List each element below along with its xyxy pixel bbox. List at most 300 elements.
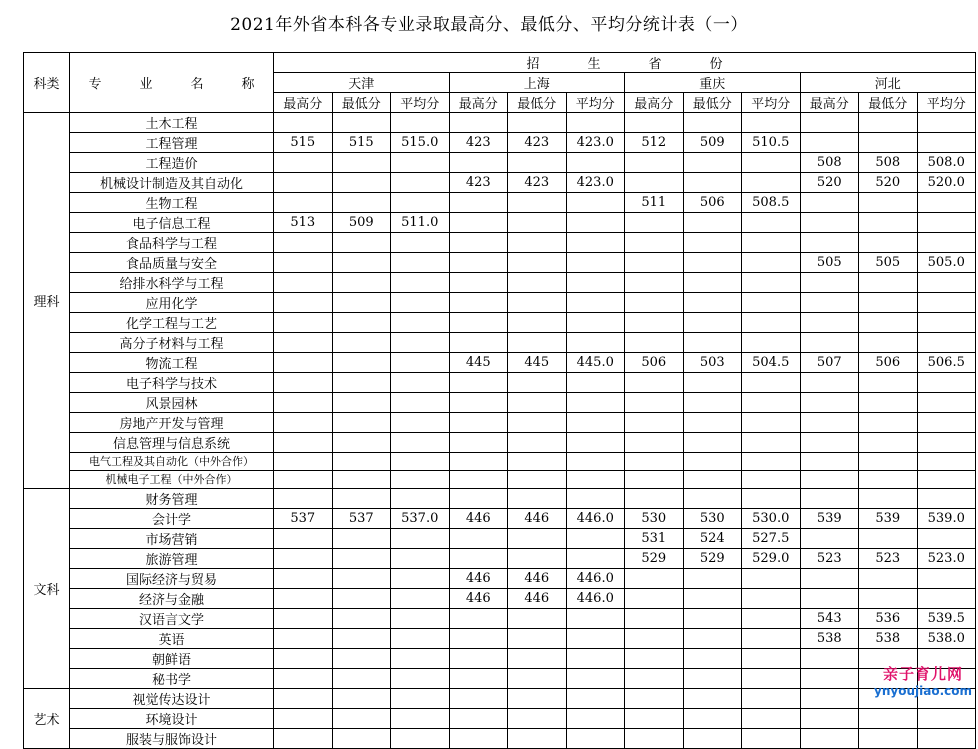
- score-cell: 504.5: [742, 353, 801, 373]
- score-cell: [566, 273, 625, 293]
- score-cell: [449, 113, 508, 133]
- score-cell: [391, 293, 450, 313]
- major-name-cell: 市场营销: [70, 528, 274, 548]
- score-cell: 527.5: [742, 528, 801, 548]
- score-cell: [742, 413, 801, 433]
- score-cell: [800, 668, 859, 688]
- major-name-char: 称: [241, 77, 255, 92]
- score-cell: 505.0: [917, 253, 976, 273]
- score-cell: [917, 213, 976, 233]
- score-cell: [800, 708, 859, 728]
- score-cell: [391, 708, 450, 728]
- score-cell: [449, 233, 508, 253]
- score-cell: [859, 233, 918, 253]
- score-cell: 445.0: [566, 353, 625, 373]
- score-cell: [508, 488, 567, 508]
- score-cell: [391, 113, 450, 133]
- score-cell: [391, 253, 450, 273]
- score-cell: [917, 293, 976, 313]
- table-row: [24, 173, 976, 193]
- score-cell: [449, 728, 508, 748]
- score-cell: [274, 688, 333, 708]
- score-cell: [859, 588, 918, 608]
- major-name-cell: 国际经济与贸易: [70, 568, 274, 588]
- score-cell: 543: [800, 608, 859, 628]
- score-cell: [800, 393, 859, 413]
- score-cell: [508, 528, 567, 548]
- score-cell: [742, 433, 801, 453]
- score-cell: [274, 628, 333, 648]
- score-cell: [391, 153, 450, 173]
- score-cell: [508, 453, 567, 471]
- score-cell: [566, 453, 625, 471]
- score-cell: 523.0: [917, 548, 976, 568]
- category-cell: 文科: [24, 488, 70, 688]
- score-cell: [274, 293, 333, 313]
- score-cell: [274, 568, 333, 588]
- score-cell: [391, 668, 450, 688]
- score-column-header: 最高分: [449, 93, 508, 113]
- score-cell: [449, 548, 508, 568]
- score-cell: [917, 470, 976, 488]
- score-cell: 538: [859, 628, 918, 648]
- table-row: [24, 113, 976, 133]
- score-cell: [508, 253, 567, 273]
- score-cell: 446: [508, 508, 567, 528]
- province-header: 上海: [449, 73, 625, 93]
- score-cell: [683, 728, 742, 748]
- score-cell: [274, 488, 333, 508]
- score-cell: 508: [859, 153, 918, 173]
- score-cell: [917, 333, 976, 353]
- score-cell: [625, 628, 684, 648]
- score-cell: [859, 470, 918, 488]
- score-cell: 520: [859, 173, 918, 193]
- score-cell: [917, 273, 976, 293]
- score-cell: [391, 433, 450, 453]
- score-cell: [449, 668, 508, 688]
- score-cell: [449, 213, 508, 233]
- score-cell: [332, 233, 391, 253]
- table-row: [24, 648, 976, 668]
- major-name-cell: 电气工程及其自动化（中外合作）: [70, 453, 274, 471]
- province-header: 河北: [800, 73, 976, 93]
- score-cell: [742, 470, 801, 488]
- score-cell: [683, 293, 742, 313]
- score-cell: [625, 413, 684, 433]
- province-group-char: 招: [526, 57, 540, 72]
- table-row: [24, 273, 976, 293]
- score-cell: [566, 373, 625, 393]
- score-cell: [449, 333, 508, 353]
- major-name-cell: 英语: [70, 628, 274, 648]
- major-name-cell: 财务管理: [70, 488, 274, 508]
- score-cell: 537: [332, 508, 391, 528]
- table-row: [24, 688, 976, 708]
- score-cell: [800, 233, 859, 253]
- score-cell: [683, 708, 742, 728]
- score-cell: [274, 233, 333, 253]
- score-cell: [566, 293, 625, 313]
- score-cell: [683, 470, 742, 488]
- score-cell: [859, 568, 918, 588]
- score-cell: 539: [859, 508, 918, 528]
- score-cell: 523: [800, 548, 859, 568]
- score-cell: 538.0: [917, 628, 976, 648]
- score-cell: [274, 588, 333, 608]
- score-cell: 446: [508, 568, 567, 588]
- score-cell: [566, 628, 625, 648]
- score-cell: [274, 193, 333, 213]
- major-name-cell: 经济与金融: [70, 588, 274, 608]
- score-cell: [449, 253, 508, 273]
- score-cell: [274, 153, 333, 173]
- score-cell: [508, 333, 567, 353]
- score-cell: [800, 213, 859, 233]
- score-cell: [859, 708, 918, 728]
- score-cell: [332, 470, 391, 488]
- major-name-cell: 应用化学: [70, 293, 274, 313]
- score-cell: [508, 628, 567, 648]
- province-group-char: 份: [709, 57, 723, 72]
- score-cell: [566, 193, 625, 213]
- score-cell: [742, 608, 801, 628]
- score-cell: [391, 628, 450, 648]
- score-cell: 506.5: [917, 353, 976, 373]
- table-row: [24, 453, 976, 471]
- score-cell: [625, 608, 684, 628]
- score-cell: [625, 568, 684, 588]
- score-cell: 505: [859, 253, 918, 273]
- score-cell: [449, 273, 508, 293]
- score-cell: [742, 488, 801, 508]
- score-cell: [508, 373, 567, 393]
- score-cell: [625, 373, 684, 393]
- score-cell: [917, 193, 976, 213]
- table-row: [24, 508, 976, 528]
- score-cell: [800, 373, 859, 393]
- score-cell: 513: [274, 213, 333, 233]
- score-cell: 537: [274, 508, 333, 528]
- table-row: [24, 133, 976, 153]
- score-cell: [391, 470, 450, 488]
- score-cell: 515: [274, 133, 333, 153]
- major-name-cell: 环境设计: [70, 708, 274, 728]
- table-row: [24, 213, 976, 233]
- score-cell: 503: [683, 353, 742, 373]
- table-row: [24, 528, 976, 548]
- major-name-cell: 视觉传达设计: [70, 688, 274, 708]
- score-cell: [859, 193, 918, 213]
- score-cell: [683, 313, 742, 333]
- score-cell: [274, 173, 333, 193]
- table-row: [24, 728, 976, 748]
- score-cell: [800, 728, 859, 748]
- score-cell: [800, 413, 859, 433]
- score-cell: [508, 233, 567, 253]
- score-cell: [508, 213, 567, 233]
- score-cell: [917, 433, 976, 453]
- score-cell: [508, 470, 567, 488]
- score-cell: 506: [625, 353, 684, 373]
- score-cell: [566, 488, 625, 508]
- score-cell: [683, 688, 742, 708]
- score-cell: [800, 113, 859, 133]
- page-title: 2021年外省本科各专业录取最高分、最低分、平均分统计表（一）: [230, 15, 748, 35]
- score-column-header: 最高分: [800, 93, 859, 113]
- score-cell: [625, 453, 684, 471]
- score-cell: 511: [625, 193, 684, 213]
- score-cell: [508, 608, 567, 628]
- score-cell: [917, 113, 976, 133]
- score-cell: [332, 173, 391, 193]
- score-cell: [742, 373, 801, 393]
- score-cell: [332, 548, 391, 568]
- major-name-cell: 给排水科学与工程: [70, 273, 274, 293]
- score-cell: [449, 393, 508, 413]
- score-cell: [508, 293, 567, 313]
- score-cell: 530: [625, 508, 684, 528]
- score-cell: [449, 293, 508, 313]
- table-body: [24, 113, 976, 749]
- score-cell: [508, 153, 567, 173]
- score-cell: [742, 253, 801, 273]
- score-cell: [800, 333, 859, 353]
- score-cell: [391, 193, 450, 213]
- score-cell: [859, 213, 918, 233]
- score-cell: [332, 488, 391, 508]
- score-cell: [625, 173, 684, 193]
- score-cell: 508.0: [917, 153, 976, 173]
- score-cell: [800, 433, 859, 453]
- score-cell: [683, 588, 742, 608]
- score-column-header: 最低分: [859, 93, 918, 113]
- table-row: [24, 608, 976, 628]
- score-cell: [800, 193, 859, 213]
- score-cell: [508, 413, 567, 433]
- score-cell: [332, 153, 391, 173]
- score-cell: 510.5: [742, 133, 801, 153]
- score-cell: [800, 648, 859, 668]
- score-cell: 530.0: [742, 508, 801, 528]
- score-cell: [332, 313, 391, 333]
- score-cell: [917, 393, 976, 413]
- score-cell: 539.0: [917, 508, 976, 528]
- score-cell: [566, 213, 625, 233]
- score-cell: 508: [800, 153, 859, 173]
- score-cell: [683, 153, 742, 173]
- score-cell: 529.0: [742, 548, 801, 568]
- major-name-cell: 土木工程: [70, 113, 274, 133]
- score-cell: [566, 313, 625, 333]
- score-cell: [508, 668, 567, 688]
- major-name-cell: 化学工程与工艺: [70, 313, 274, 333]
- score-cell: 445: [508, 353, 567, 373]
- major-name-char: 专: [88, 77, 102, 92]
- major-name-cell: 秘书学: [70, 668, 274, 688]
- score-cell: [391, 373, 450, 393]
- score-cell: 524: [683, 528, 742, 548]
- score-cell: 446: [449, 568, 508, 588]
- score-cell: 446.0: [566, 588, 625, 608]
- score-cell: [449, 153, 508, 173]
- score-cell: 446.0: [566, 508, 625, 528]
- score-cell: [566, 668, 625, 688]
- score-cell: [859, 488, 918, 508]
- score-cell: [566, 688, 625, 708]
- score-column-header: 最低分: [332, 93, 391, 113]
- score-cell: [332, 353, 391, 373]
- score-cell: [332, 628, 391, 648]
- score-cell: [391, 648, 450, 668]
- score-cell: [449, 648, 508, 668]
- table-row: [24, 588, 976, 608]
- score-cell: [449, 433, 508, 453]
- score-cell: [625, 313, 684, 333]
- score-cell: [391, 273, 450, 293]
- watermark-line1: 亲子育儿网: [883, 665, 964, 683]
- score-cell: [859, 393, 918, 413]
- score-cell: [917, 313, 976, 333]
- score-cell: 423: [449, 133, 508, 153]
- score-cell: [742, 648, 801, 668]
- score-cell: 537.0: [391, 508, 450, 528]
- score-cell: [332, 333, 391, 353]
- score-cell: [449, 608, 508, 628]
- score-cell: [742, 213, 801, 233]
- score-cell: [742, 728, 801, 748]
- score-cell: 538: [800, 628, 859, 648]
- score-cell: [917, 413, 976, 433]
- score-cell: 511.0: [391, 213, 450, 233]
- score-cell: [625, 393, 684, 413]
- table-row: [24, 333, 976, 353]
- score-cell: [742, 568, 801, 588]
- score-cell: [274, 393, 333, 413]
- score-cell: [566, 708, 625, 728]
- province-group-char: 省: [648, 57, 662, 72]
- score-cell: [274, 413, 333, 433]
- table-row: [24, 413, 976, 433]
- score-cell: 506: [683, 193, 742, 213]
- score-cell: [800, 488, 859, 508]
- score-cell: [332, 608, 391, 628]
- score-cell: [566, 393, 625, 413]
- score-cell: [742, 333, 801, 353]
- score-cell: [332, 373, 391, 393]
- score-cell: [683, 413, 742, 433]
- score-column-header: 最高分: [625, 93, 684, 113]
- score-cell: 530: [683, 508, 742, 528]
- score-cell: [859, 728, 918, 748]
- score-cell: 529: [625, 548, 684, 568]
- score-cell: [566, 233, 625, 253]
- score-cell: [332, 253, 391, 273]
- score-cell: [566, 413, 625, 433]
- score-cell: [332, 293, 391, 313]
- major-name-cell: 旅游管理: [70, 548, 274, 568]
- major-name-cell: 汉语言文学: [70, 608, 274, 628]
- score-cell: [274, 668, 333, 688]
- score-cell: [859, 373, 918, 393]
- score-cell: [800, 273, 859, 293]
- score-cell: [332, 708, 391, 728]
- score-cell: [274, 470, 333, 488]
- province-group-header: [274, 53, 976, 73]
- score-cell: [800, 588, 859, 608]
- score-cell: [332, 393, 391, 413]
- score-column-header: 平均分: [391, 93, 450, 113]
- score-cell: [391, 353, 450, 373]
- score-cell: 423.0: [566, 133, 625, 153]
- score-cell: [625, 333, 684, 353]
- score-cell: [449, 193, 508, 213]
- score-cell: [508, 433, 567, 453]
- province-header: 重庆: [625, 73, 801, 93]
- score-cell: [625, 688, 684, 708]
- score-cell: [332, 453, 391, 471]
- table-row: [24, 393, 976, 413]
- score-cell: [566, 548, 625, 568]
- score-cell: 446: [449, 508, 508, 528]
- major-name-cell: 生物工程: [70, 193, 274, 213]
- major-name-cell: 物流工程: [70, 353, 274, 373]
- score-cell: 515.0: [391, 133, 450, 153]
- score-cell: [683, 113, 742, 133]
- score-cell: [683, 648, 742, 668]
- score-cell: [625, 488, 684, 508]
- score-cell: [566, 153, 625, 173]
- score-cell: [800, 688, 859, 708]
- table-row: [24, 433, 976, 453]
- score-cell: [566, 648, 625, 668]
- score-cell: [566, 113, 625, 133]
- major-name-cell: 电子信息工程: [70, 213, 274, 233]
- score-cell: [742, 233, 801, 253]
- table-row: [24, 568, 976, 588]
- score-cell: [859, 293, 918, 313]
- score-cell: [449, 413, 508, 433]
- major-name-cell: 会计学: [70, 508, 274, 528]
- score-cell: [391, 313, 450, 333]
- score-cell: [566, 333, 625, 353]
- score-cell: [332, 588, 391, 608]
- score-cell: [917, 233, 976, 253]
- score-cell: [742, 588, 801, 608]
- score-cell: [742, 313, 801, 333]
- score-cell: [332, 688, 391, 708]
- score-cell: [683, 333, 742, 353]
- score-cell: [274, 728, 333, 748]
- score-cell: [800, 470, 859, 488]
- score-cell: [391, 233, 450, 253]
- major-name-cell: 高分子材料与工程: [70, 333, 274, 353]
- score-cell: [742, 113, 801, 133]
- score-cell: [917, 728, 976, 748]
- score-cell: [508, 708, 567, 728]
- score-column-header: 平均分: [742, 93, 801, 113]
- score-cell: [859, 333, 918, 353]
- score-cell: [683, 488, 742, 508]
- score-cell: [625, 233, 684, 253]
- score-cell: 536: [859, 608, 918, 628]
- score-cell: [391, 568, 450, 588]
- score-cell: [800, 568, 859, 588]
- score-cell: 539.5: [917, 608, 976, 628]
- score-cell: [566, 470, 625, 488]
- score-cell: [742, 173, 801, 193]
- score-cell: 505: [800, 253, 859, 273]
